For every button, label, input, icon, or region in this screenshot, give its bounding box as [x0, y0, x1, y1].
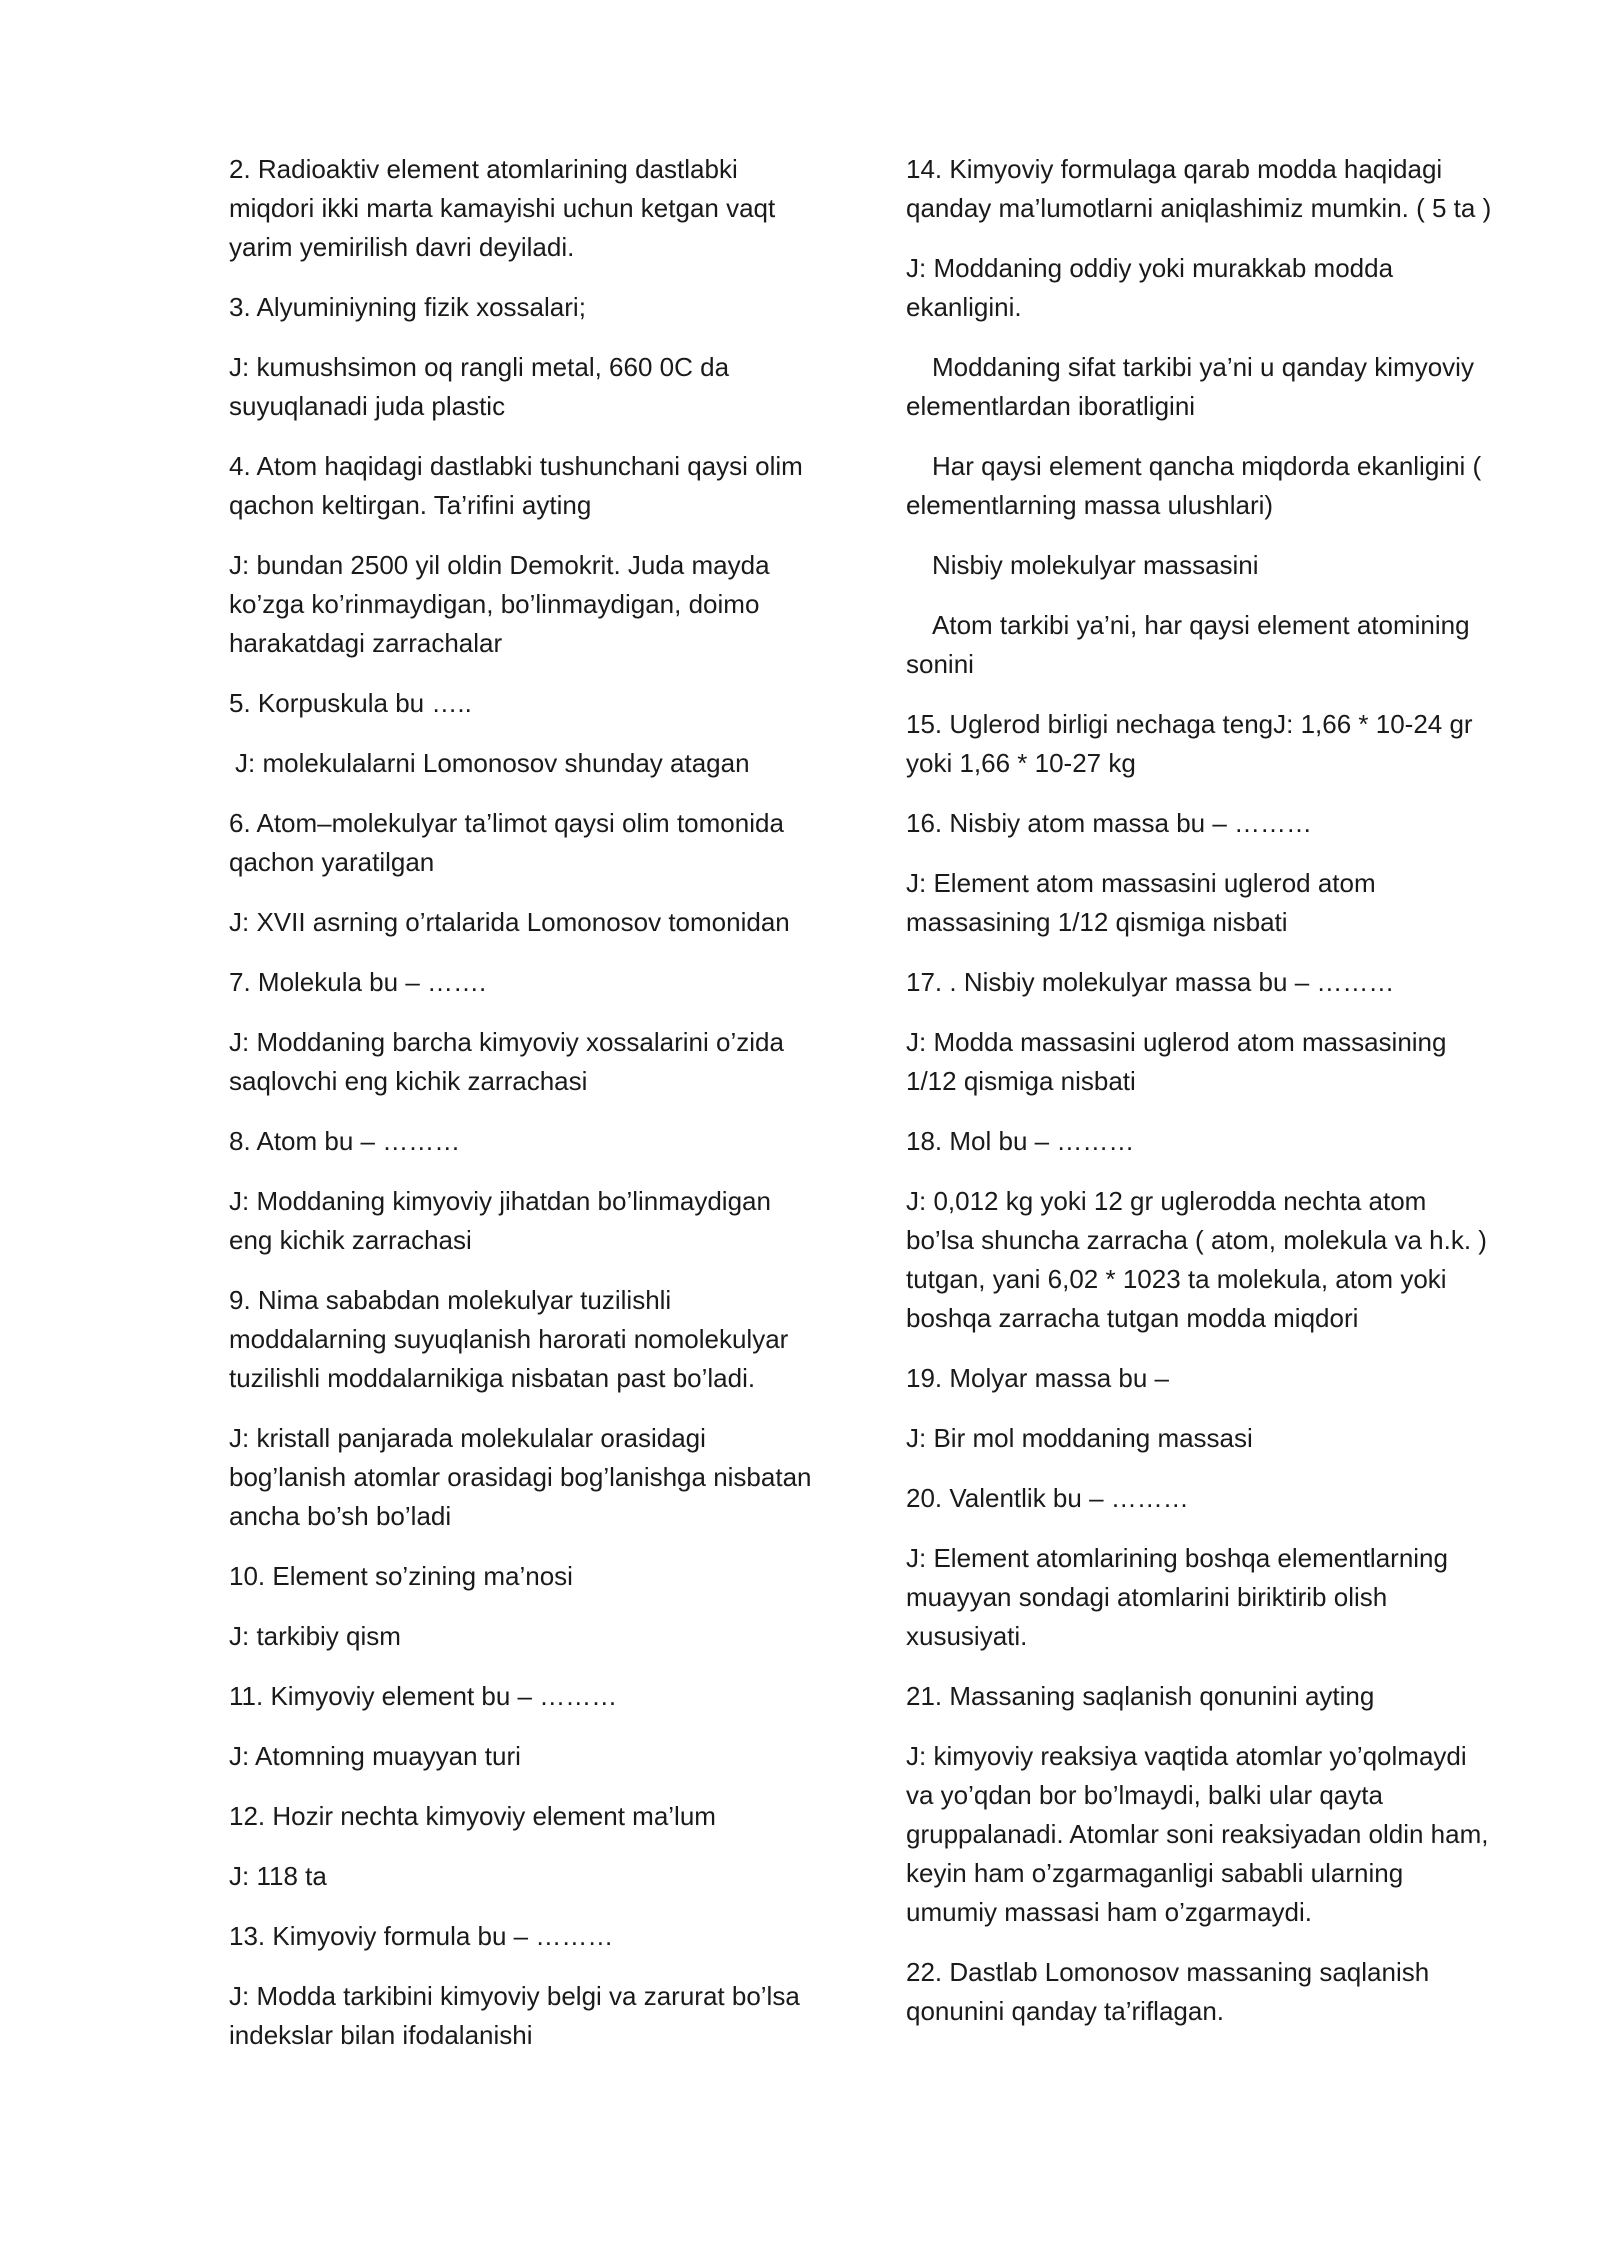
text-paragraph: 5. Korpuskula bu ….. [229, 688, 472, 718]
text-paragraph: J: Bir mol moddaning massasi [906, 1423, 1253, 1453]
text-paragraph: 22. Dastlab Lomonosov massaning saqlanish qonunini qanday ta’riflagan. [906, 1957, 1430, 2026]
text-paragraph: J: Modda tarkibini kimyoviy belgi va zarurat bo’lsa indekslar bilan ifodalanishi [229, 1981, 800, 2050]
text-paragraph: 17. . Nisbiy molekulyar massa bu – ……… [906, 967, 1395, 997]
text-paragraph: 13. Kimyoviy formula bu – ……… [229, 1921, 614, 1951]
text-paragraph: J: 0,012 kg yoki 12 gr uglerodda nechta atom bo’lsa shuncha zarracha ( atom, molekula va h.k. ) tutgan, yani 6,02 * 1023 ta molekula, atom yoki boshqa zarracha tutgan modda miqdori [906, 1186, 1487, 1333]
text-paragraph: Nisbiy molekulyar massasini [932, 550, 1259, 580]
text-paragraph: J: tarkibiy qism [229, 1621, 401, 1651]
text-paragraph: J: Modda massasini uglerod atom massasining 1/12 qismiga nisbati [906, 1027, 1447, 1096]
left-text-column [229, 150, 819, 2076]
text-paragraph: 15. Uglerod birligi nechaga tengJ: 1,66 * 10-24 gr yoki 1,66 * 10-27 kg [906, 709, 1473, 778]
text-paragraph: 16. Nisbiy atom massa bu – ……… [906, 808, 1313, 838]
text-paragraph: 3. Alyuminiyning fizik xossalari; [229, 292, 586, 322]
text-paragraph: 6. Atom–molekulyar ta’limot qaysi olim tomonida qachon yaratilgan [229, 808, 784, 877]
text-paragraph: 9. Nima sababdan molekulyar tuzilishli moddalarning suyuqlanish harorati nomolekulyar tuzilishli moddalarnikiga nisbatan past bo’ladi. [229, 1285, 789, 1393]
text-paragraph: J: XVII asrning o’rtalarida Lomonosov tomonidan [229, 907, 790, 937]
text-paragraph: 18. Mol bu – ……… [906, 1126, 1135, 1156]
text-paragraph: 4. Atom haqidagi dastlabki tushunchani qaysi olim qachon keltirgan. Ta’rifini ayting [229, 451, 803, 520]
text-paragraph: Moddaning sifat tarkibi ya’ni u qanday kimyoviy elementlardan iboratligini [906, 352, 1474, 421]
text-paragraph: 19. Molyar massa bu – [906, 1363, 1170, 1393]
text-paragraph: J: bundan 2500 yil oldin Demokrit. Juda mayda ko’zga ko’rinmaydigan, bo’linmaydigan, doimo harakatdagi zarrachalar [229, 550, 770, 658]
text-paragraph: 10. Element so’zining ma’nosi [229, 1561, 573, 1591]
text-paragraph: Atom tarkibi ya’ni, har qaysi element atomining sonini [906, 610, 1470, 679]
text-paragraph: 21. Massaning saqlanish qonunini ayting [906, 1681, 1375, 1711]
text-paragraph: J: molekulalarni Lomonosov shunday atagan [235, 748, 750, 778]
text-paragraph: 12. Hozir nechta kimyoviy element ma’lum [229, 1801, 716, 1831]
text-paragraph: J: kimyoviy reaksiya vaqtida atomlar yo’qolmaydi va yo’qdan bor bo’lmaydi, balki ular qayta gruppalanadi. Atomlar soni reaksiyadan oldin ham, keyin ham o’zgarmaganligi sababli ularning umumiy massasi ham o’zgarmaydi. [906, 1741, 1489, 1927]
right-text-column [906, 150, 1501, 2052]
text-paragraph: 11. Kimyoviy element bu – ……… [229, 1681, 618, 1711]
text-paragraph: 8. Atom bu – ……… [229, 1126, 461, 1156]
text-paragraph: J: 118 ta [229, 1861, 327, 1891]
text-paragraph: J: kumushsimon oq rangli metal, 660 0C da suyuqlanadi juda plastic [229, 352, 730, 421]
text-paragraph: J: Moddaning kimyoviy jihatdan bo’linmaydigan eng kichik zarrachasi [229, 1186, 771, 1255]
text-paragraph: Har qaysi element qancha miqdorda ekanligini ( elementlarning massa ulushlari) [906, 451, 1482, 520]
text-paragraph: 14. Kimyoviy formulaga qarab modda haqidagi qanday ma’lumotlarni aniqlashimiz mumkin. ( 5 ta ) [906, 154, 1492, 223]
text-paragraph: J: Element atomlarining boshqa elementlarning muayyan sondagi atomlarini biriktirib olish xususiyati. [906, 1543, 1448, 1651]
text-paragraph: J: Moddaning oddiy yoki murakkab modda ekanligini. [906, 253, 1394, 322]
text-paragraph: 20. Valentlik bu – ……… [906, 1483, 1189, 1513]
text-paragraph: J: kristall panjarada molekulalar orasidagi bog’lanish atomlar orasidagi bog’lanishga nisbatan ancha bo’sh bo’ladi [229, 1423, 812, 1531]
text-paragraph: J: Element atom massasini uglerod atom massasining 1/12 qismiga nisbati [906, 868, 1376, 937]
text-paragraph: 2. Radioaktiv element atomlarining dastlabki miqdori ikki marta kamayishi uchun ketgan vaqt yarim yemirilish davri deyiladi. [229, 154, 776, 262]
text-paragraph: 7. Molekula bu – ……. [229, 967, 487, 997]
text-paragraph: J: Atomning muayyan turi [229, 1741, 521, 1771]
text-paragraph: J: Moddaning barcha kimyoviy xossalarini o’zida saqlovchi eng kichik zarrachasi [229, 1027, 784, 1096]
